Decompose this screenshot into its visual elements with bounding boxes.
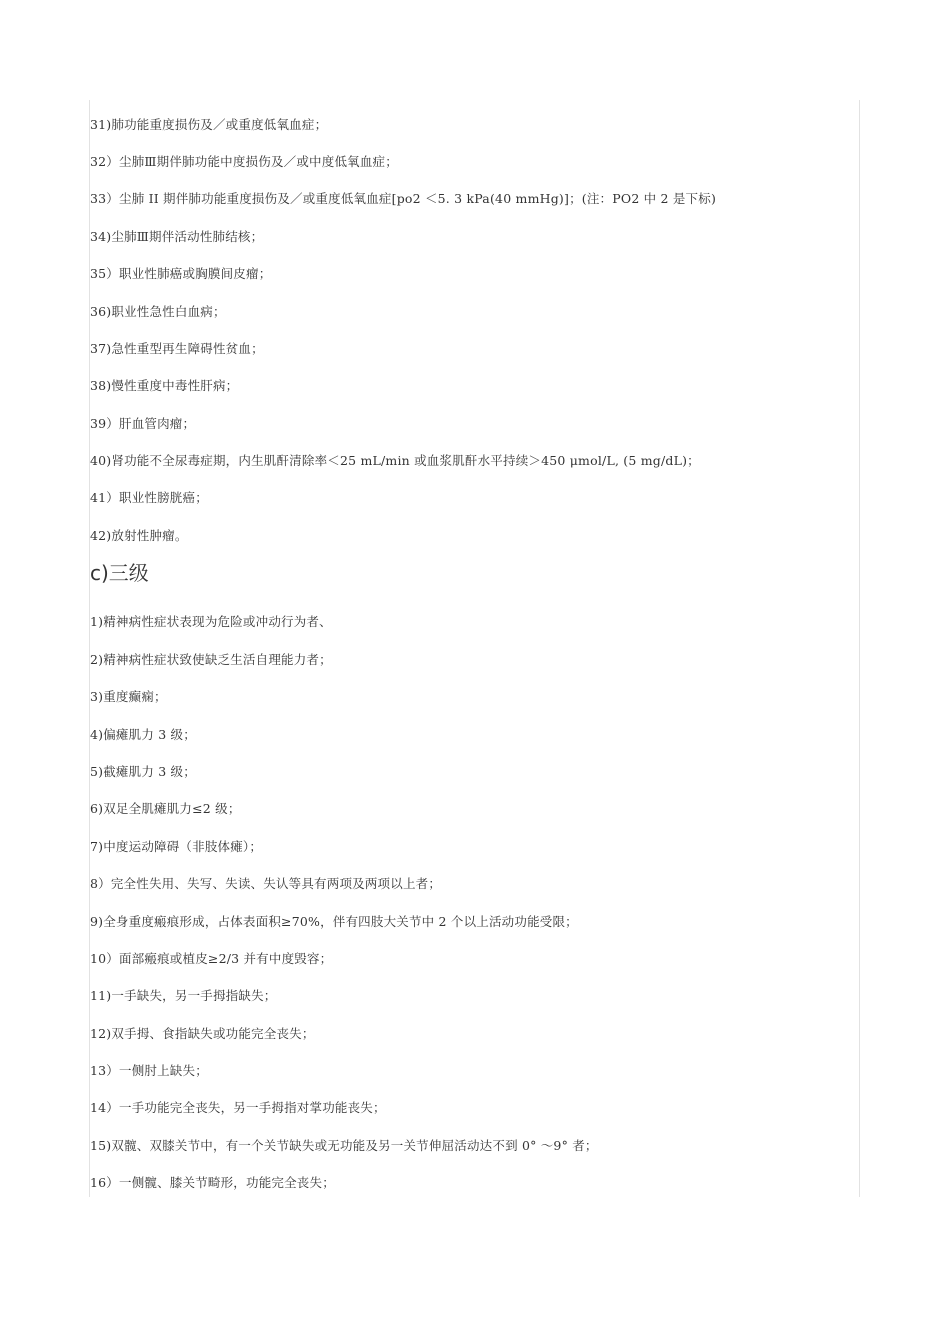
list-item: 3)重度癫痫； <box>90 689 167 704</box>
list-item: 36)职业性急性白血病； <box>90 304 226 319</box>
list-item: 10）面部瘢痕或植皮≥2/3 并有中度毁容； <box>90 951 333 966</box>
list-item: 40)肾功能不全尿毒症期，内生肌酐清除率＜25 mL/min 或血浆肌酐水平持续＞450 μmol/L, (5 mg/dL)； <box>90 453 700 468</box>
list-item: 9)全身重度瘢痕形成，占体表面积≥70%，伴有四肢大关节中 2 个以上活动功能受限； <box>90 914 578 929</box>
list-item: 12)双手拇、食指缺失或功能完全丧失； <box>90 1026 315 1041</box>
list-item: 41）职业性膀胱癌； <box>90 490 208 505</box>
list-item: 39）肝血管肉瘤； <box>90 416 196 431</box>
list-item: 31)肺功能重度损伤及／或重度低氧血症； <box>90 117 328 132</box>
list-item: 42)放射性肿瘤。 <box>90 528 188 543</box>
list-item: 37)急性重型再生障碍性贫血； <box>90 341 264 356</box>
list-item: 6)双足全肌瘫肌力≤2 级； <box>90 801 241 816</box>
list-item: 16）一侧髋、膝关节畸形，功能完全丧失； <box>90 1175 335 1190</box>
section-heading: c)三级 <box>90 561 149 585</box>
list-item: 33）尘肺 II 期伴肺功能重度损伤及／或重度低氧血症[po2 ＜5. 3 kPa(40 mmHg)]；(注：PO2 中 2 是下标) <box>90 191 717 206</box>
list-item: 7)中度运动障碍（非肢体瘫）； <box>90 839 263 854</box>
list-item: 5)截瘫肌力 3 级； <box>90 764 196 779</box>
list-item: 8）完全性失用、失写、失读、失认等具有两项及两项以上者； <box>90 876 442 891</box>
list-item: 4)偏瘫肌力 3 级； <box>90 727 196 742</box>
list-item: 1)精神病性症状表现为危险或冲动行为者、 <box>90 614 332 629</box>
list-item: 35）职业性肺癌或胸膜间皮瘤； <box>90 266 272 281</box>
list-item: 13）一侧肘上缺失； <box>90 1063 208 1078</box>
list-item: 32）尘肺Ⅲ期伴肺功能中度损伤及／或中度低氧血症； <box>90 154 398 169</box>
list-item: 15)双髋、双膝关节中，有一个关节缺失或无功能及另一关节伸屈活动达不到 0° ～9° 者； <box>90 1138 598 1153</box>
list-item: 11)一手缺失，另一手拇指缺失； <box>90 988 277 1003</box>
list-item: 38)慢性重度中毒性肝病； <box>90 378 239 393</box>
list-item: 14）一手功能完全丧失，另一手拇指对掌功能丧失； <box>90 1100 386 1115</box>
list-item: 34)尘肺Ⅲ期伴活动性肺结核； <box>90 229 264 244</box>
list-item: 2)精神病性症状致使缺乏生活自理能力者； <box>90 652 332 667</box>
